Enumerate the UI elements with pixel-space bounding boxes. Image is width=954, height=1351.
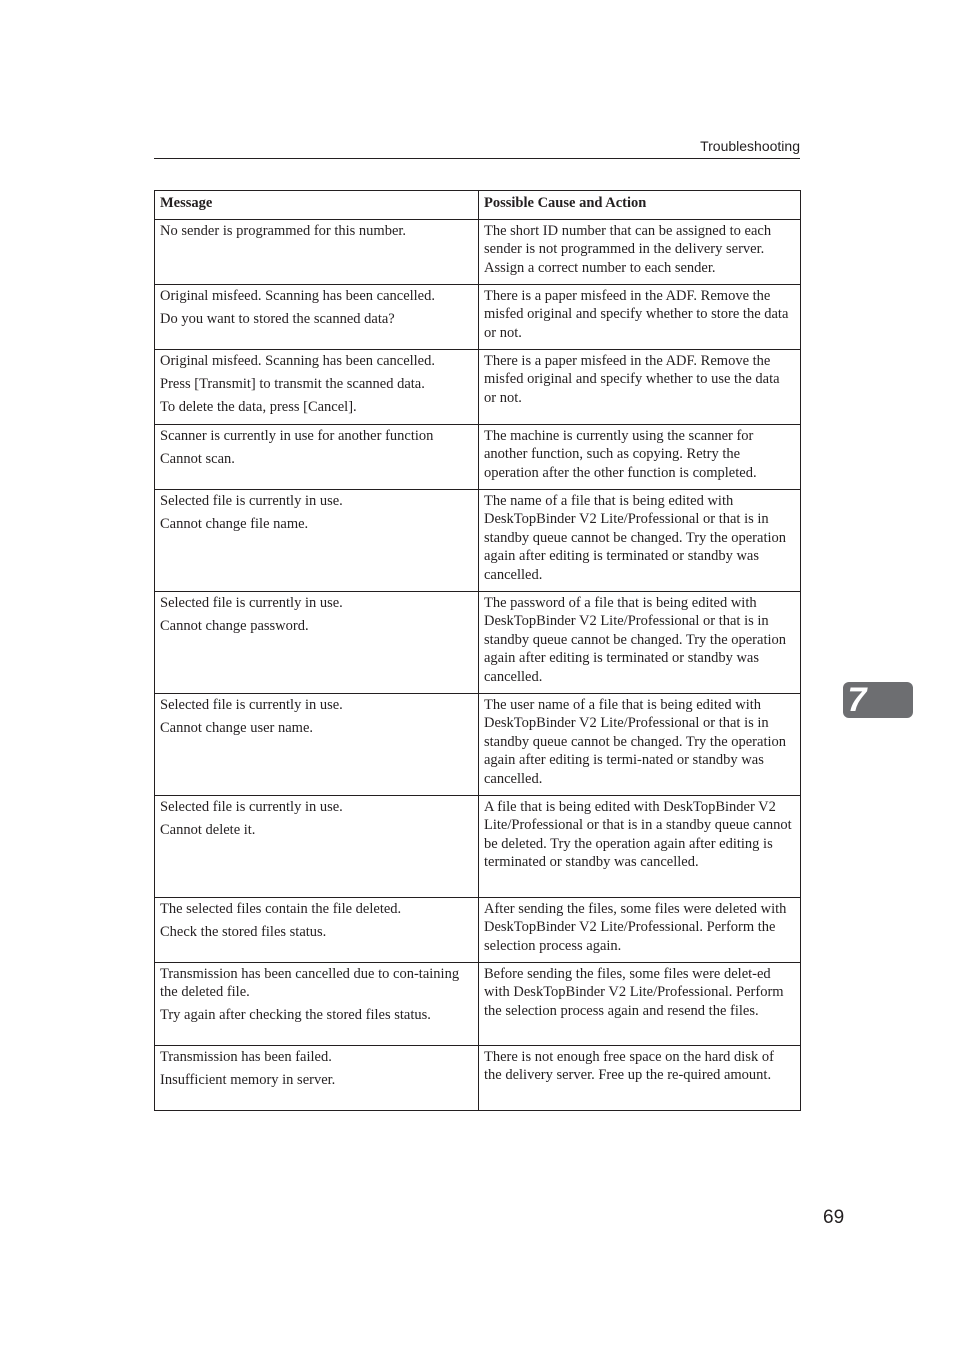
table-row	[155, 897, 801, 962]
page-number: 69	[823, 1207, 845, 1228]
table-row	[155, 693, 801, 795]
message-line: Original misfeed. Scanning has been cancelled.	[160, 287, 435, 304]
running-header-title: Troubleshooting	[700, 138, 800, 154]
message-line: Cannot change password.	[160, 617, 309, 634]
message-line: Cannot delete it.	[160, 821, 256, 838]
message-line: No sender is programmed for this number.	[160, 222, 407, 239]
message-cell	[155, 284, 479, 349]
message-line: To delete the data, press [Cancel].	[160, 398, 357, 415]
column-header-cause-action: Possible Cause and Action	[479, 191, 801, 220]
message-cell	[155, 962, 479, 1045]
message-cell	[155, 897, 479, 962]
table-row	[155, 489, 801, 591]
message-line: Cannot scan.	[160, 450, 235, 467]
message-cell	[155, 349, 479, 424]
message-line: Selected file is currently in use.	[160, 798, 343, 815]
message-cell	[155, 1045, 479, 1110]
message-cell	[155, 219, 479, 284]
table-row	[155, 284, 801, 349]
message-line: Insufficient memory in server.	[160, 1071, 336, 1088]
message-line: Try again after checking the stored files status.	[160, 1007, 431, 1023]
message-cell	[155, 591, 479, 693]
cause-action-cell: There is a paper misfeed in the ADF. Remove the misfed original and specify whether to store the data or not.	[479, 284, 801, 349]
message-line: Selected file is currently in use.	[160, 696, 343, 713]
header-rule	[154, 158, 800, 159]
cause-action-cell: The user name of a file that is being edited with DeskTopBinder V2 Lite/Professional or that is in standby queue cannot be changed. Try the operation again after editing is termi-nated or standby was cancelled.	[479, 693, 801, 795]
cause-action-cell: After sending the files, some files were deleted with DeskTopBinder V2 Lite/Professional. Perform the selection process again.	[479, 897, 801, 962]
table-header-row	[155, 191, 801, 220]
message-line: Selected file is currently in use.	[160, 594, 343, 611]
message-line: Do you want to stored the scanned data?	[160, 310, 395, 327]
table-row	[155, 424, 801, 489]
table-row	[155, 1045, 801, 1110]
table-row	[155, 962, 801, 1045]
message-cell	[155, 693, 479, 795]
cause-action-cell: There is not enough free space on the hard disk of the delivery server. Free up the re-quired amount.	[479, 1045, 801, 1110]
message-line: Scanner is currently in use for another function	[160, 427, 434, 444]
message-cell	[155, 795, 479, 897]
cause-action-cell: Before sending the files, some files were delet-ed with DeskTopBinder V2 Lite/Professional. Perform the selection process again and resend the files.	[479, 962, 801, 1045]
troubleshooting-message-table	[154, 190, 801, 1111]
message-line: Cannot change file name.	[160, 515, 309, 532]
message-line: Press [Transmit] to transmit the scanned data.	[160, 375, 425, 392]
chapter-number: 7	[847, 681, 867, 719]
table-row	[155, 219, 801, 284]
message-cell	[155, 489, 479, 591]
table-row	[155, 795, 801, 897]
cause-action-cell: There is a paper misfeed in the ADF. Remove the misfed original and specify whether to use the data or not.	[479, 349, 801, 424]
message-line: Cannot change user name.	[160, 719, 314, 736]
message-line: Selected file is currently in use.	[160, 492, 343, 509]
message-line: Transmission has been failed.	[160, 1048, 332, 1065]
cause-action-cell: The password of a file that is being edited with DeskTopBinder V2 Lite/Professional or that is in standby queue cannot be changed. Try the operation again after editing is terminated or standby was cancelled.	[479, 591, 801, 693]
message-line: The selected files contain the file deleted.	[160, 900, 402, 917]
message-cell	[155, 424, 479, 489]
table-row	[155, 591, 801, 693]
table-row	[155, 349, 801, 424]
column-header-message: Message	[155, 191, 479, 220]
message-line: Check the stored files status.	[160, 923, 327, 940]
cause-action-cell: The machine is currently using the scanner for another function, such as copying. Retry the operation after the other function is completed.	[479, 424, 801, 489]
message-line: Transmission has been cancelled due to con-taining the deleted file.	[160, 965, 460, 1000]
chapter-tab	[843, 682, 913, 718]
message-line: Original misfeed. Scanning has been cancelled.	[160, 352, 435, 369]
cause-action-cell: The short ID number that can be assigned to each sender is not programmed in the delivery server. Assign a correct number to each sender.	[479, 219, 801, 284]
cause-action-cell: The name of a file that is being edited with DeskTopBinder V2 Lite/Professional or that is in standby queue cannot be changed. Try the operation again after editing is terminated or standby was cancelled.	[479, 489, 801, 591]
cause-action-cell: A file that is being edited with DeskTopBinder V2 Lite/Professional or that is in a standby queue cannot be deleted. Try the operation again after editing is terminated or standby was cancelled.	[479, 795, 801, 897]
